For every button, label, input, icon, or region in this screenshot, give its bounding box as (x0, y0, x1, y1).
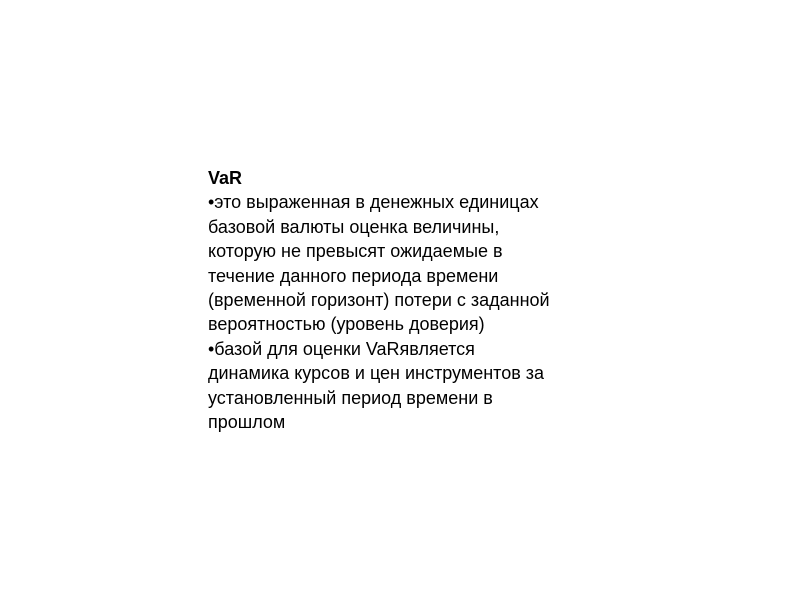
bullet-1-line: •это выраженная в денежных единицах (208, 192, 539, 213)
bullet-1-line: (временной горизонт) потери с заданной (208, 290, 550, 311)
slide-text-block (208, 166, 608, 434)
bullet-2-line: установленный период времени в (208, 387, 493, 408)
bullet-2-line: динамика курсов и цен инструментов за (208, 363, 545, 384)
bullet-1-line: которую не превысят ожидаемые в (208, 241, 503, 262)
bullet-1-line: базовой валюты оценка величины, (208, 216, 500, 237)
bullet-1-line: течение данного периода времени (208, 265, 499, 286)
bullet-1-line: вероятностью (уровень доверия) (208, 314, 485, 335)
slide-title: VaR (208, 168, 243, 188)
bullet-2-line: •базой для оценки VaRявляется (208, 338, 475, 359)
bullet-2-line: прошлом (208, 412, 286, 433)
